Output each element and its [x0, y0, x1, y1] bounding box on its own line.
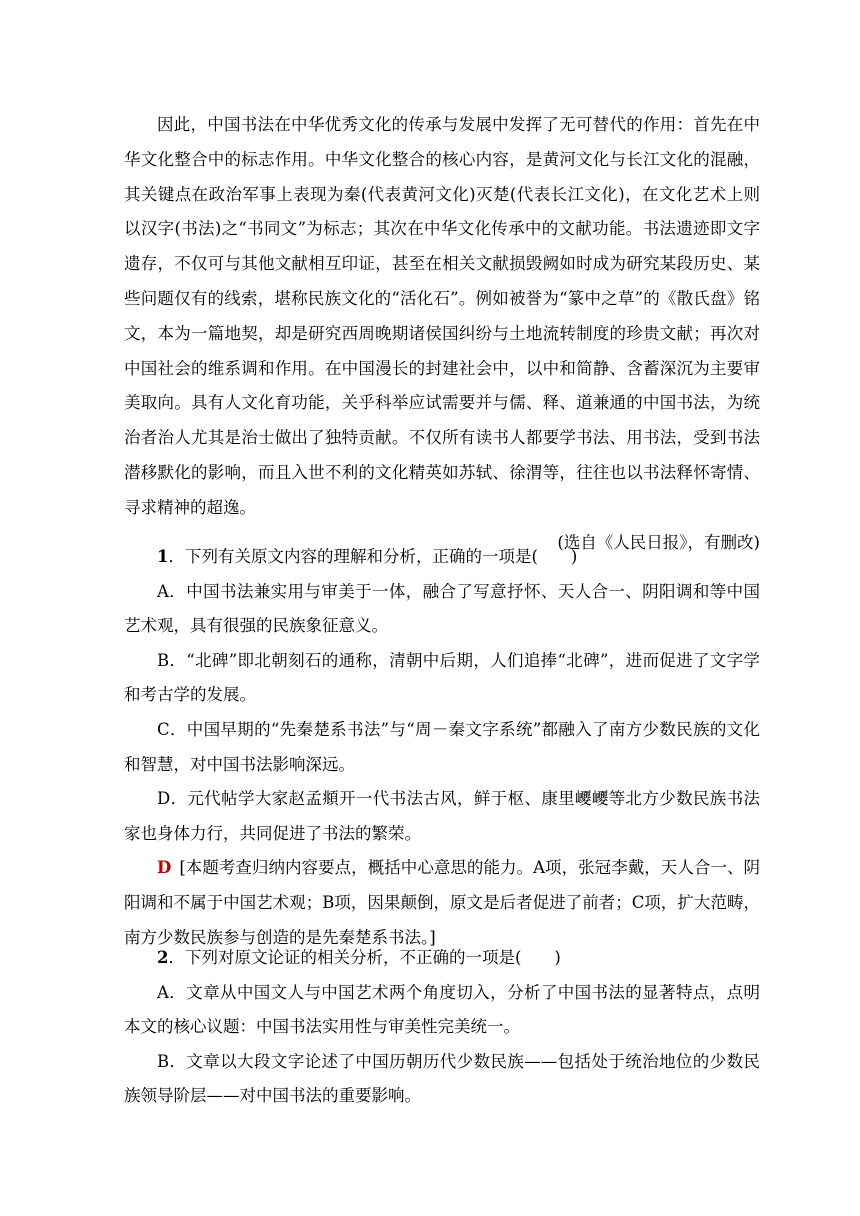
- passage-paragraph: 因此，中国书法在中华优秀文化的传承与发展中发挥了无可替代的作用：首先在中华文化整合中的标志作用。中华文化整合的核心内容，是黄河文化与长江文化的混融，其关键点在政治军事上表现为秦(代表黄河文化)灭楚(代表长江文化)，在文化艺术上则以汉字(书法)之“书同文”为标志；其次在中华文化传承中的文献功能。书法遗迹即文字遗存，不仅可与其他文献相互印证，甚至在相关文献损毁阙如时成为研究某段历史、某些问题仅有的线索，堪称民族文化的“活化石”。例如被誉为“篆中之草”的《散氏盘》铭文，本为一篇地契，却是研究西周晚期诸侯国纠纷与土地流转制度的珍贵文献；再次对中国社会的维系调和作用。在中国漫长的封建社会中，以中和简静、含蓄深沉为主要审美取向。具有人文化育功能，关乎科举应试需要并与儒、释、道兼通的中国书法，为统治者治人尤其是治士做出了独特贡献。不仅所有读书人都要学书法、用书法，受到书法潜移默化的影响，而且入世不利的文化精英如苏轼、徐渭等，往往也以书法释怀寄情、寻求精神的超逸。: [124, 115, 760, 517]
- passage: [124, 108, 760, 560]
- question-1-stem-text: ．下列有关原文内容的理解和分析，正确的一项是( ): [168, 547, 578, 566]
- question-1-stem: [124, 540, 760, 575]
- question-2-option-b: B．文章以大段文字论述了中国历朝历代少数民族——包括处于统治地位的少数民族领导阶层——对中国书法的重要影响。: [124, 1051, 760, 1106]
- question-2-number: 2: [157, 948, 169, 967]
- question-1-answer-block: [124, 851, 760, 955]
- question-1-option-d: D．元代帖学大家赵孟頫开一代书法古风，鲜于枢、康里巎巎等北方少数民族书法家也身体力行，共同促进了书法的繁荣。: [124, 789, 760, 843]
- question-2-stem: [124, 941, 760, 976]
- question-1: [124, 540, 760, 955]
- question-1-number: 1: [157, 547, 169, 566]
- passage-source: (选自《人民日报》，有删改): [557, 532, 760, 552]
- question-1-explanation: [本题考查归纳内容要点，概括中心意思的能力。A项，张冠李戴，天人合一、阴阳调和不属于中国艺术观；B项，因果颠倒，原文是后者促进了前者；C项，扩大范畴，南方少数民族参与创造的是先秦楚系书法。]: [124, 858, 760, 947]
- question-2: [124, 941, 760, 1114]
- question-1-option-b: B．“北碑”即北朝刻石的通称，清朝中后期，人们追捧“北碑”，进而促进了文字学和考古学的发展。: [124, 650, 760, 705]
- question-2-option-a: A．文章从中国文人与中国艺术两个角度切入，分析了中国书法的显著特点，点明本文的核心议题：中国书法实用性与审美性完美统一。: [124, 982, 760, 1037]
- question-1-option-a: A．中国书法兼实用与审美于一体，融合了写意抒怀、天人合一、阴阳调和等中国艺术观，具有很强的民族象征意义。: [124, 581, 760, 636]
- question-2-stem-text: ．下列对原文论证的相关分析，不正确的一项是( ): [168, 948, 561, 967]
- question-1-option-c: C．中国早期的“先秦楚系书法”与“周－秦文字系统”都融入了南方少数民族的文化和智慧，对中国书法影响深远。: [124, 719, 760, 774]
- question-1-answer: D: [157, 858, 172, 878]
